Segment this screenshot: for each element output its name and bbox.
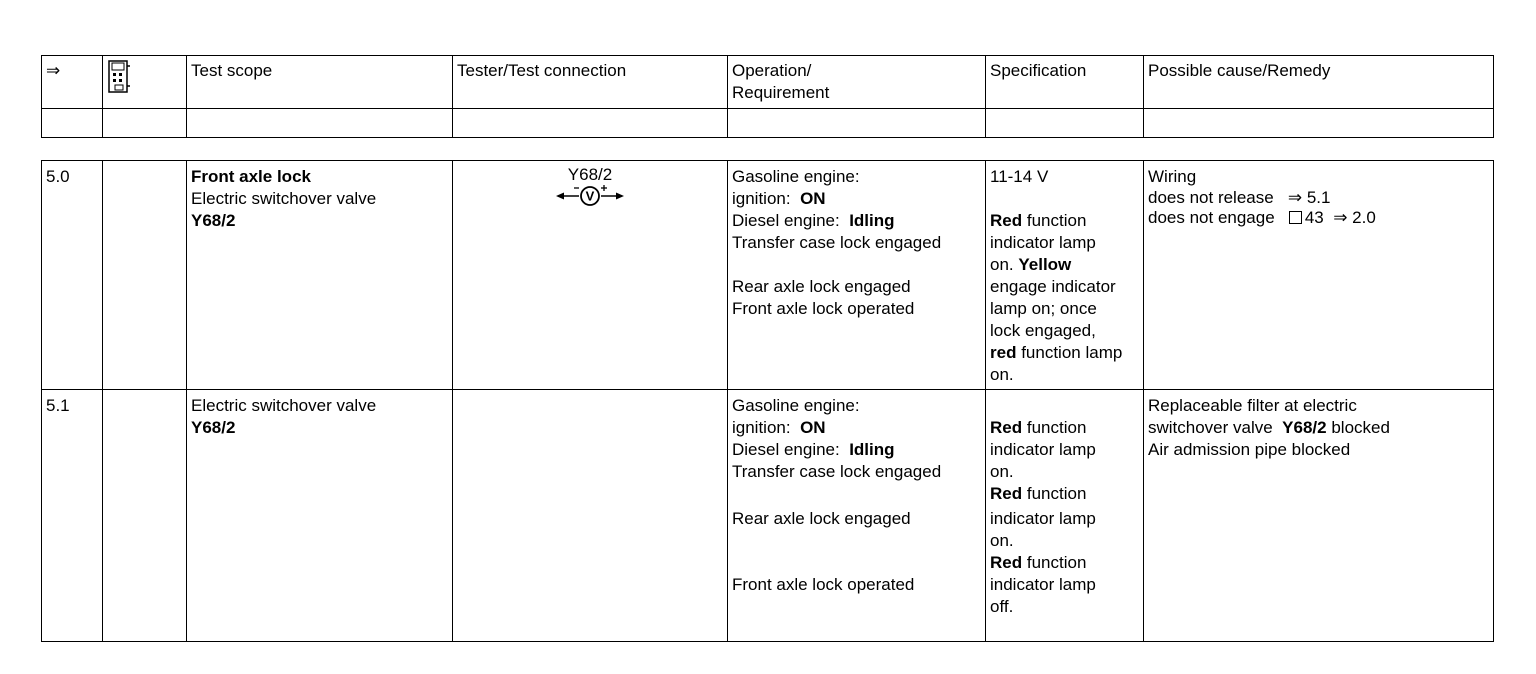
cause-line: does not engage (1148, 208, 1275, 227)
spec-text: off. (990, 597, 1014, 616)
header-empty-cell (103, 109, 187, 138)
test-steps-table (41, 160, 1494, 642)
empty-cell (103, 161, 187, 390)
tester-cell (453, 161, 728, 390)
cause-line: Air admission pipe blocked (1148, 440, 1351, 459)
header-table (41, 55, 1494, 138)
operation-line: ignition: (732, 189, 791, 208)
cross-reference-link[interactable]: ⇒ 2.0 (1333, 208, 1376, 227)
operation-value: Idling (849, 440, 895, 459)
operation-line: Diesel engine: (732, 211, 840, 230)
component-code: Y68/2 (191, 418, 236, 437)
operation-value: ON (800, 189, 826, 208)
tester-cell (453, 390, 728, 642)
table-row (42, 390, 1494, 642)
spec-color: Red (990, 211, 1023, 230)
spec-text: engage indicator (990, 277, 1116, 296)
header-arrow: ⇒ (42, 56, 103, 109)
spec-text: function lamp (1021, 343, 1123, 362)
operation-cell (728, 161, 986, 390)
cross-reference-link[interactable]: ⇒ 5.1 (1287, 188, 1331, 207)
scope-title: Front axle lock (191, 167, 311, 186)
spec-color: Red (990, 553, 1023, 572)
operation-line: Gasoline engine: (732, 167, 860, 186)
spec-text: indicator lamp (990, 575, 1096, 594)
operation-line: Transfer case lock engaged (732, 462, 942, 481)
tester-label: Y68/2 (567, 165, 613, 184)
operation-line: Rear axle lock engaged (732, 277, 911, 296)
header-empty-cell (187, 109, 453, 138)
step-number: 5.1 (42, 390, 103, 642)
header-empty-cell (453, 109, 728, 138)
operation-cell (728, 390, 986, 642)
header-tester-icon-cell (103, 56, 187, 109)
operation-value: ON (800, 418, 826, 437)
header-operation (728, 56, 986, 109)
spec-color: Red (990, 484, 1023, 503)
operation-line: Front axle lock operated (732, 299, 915, 318)
cause-cell (1144, 161, 1494, 390)
spec-text: function (1026, 211, 1087, 230)
cause-line: does not release (1148, 188, 1274, 207)
scope-line: Electric switchover valve (191, 189, 377, 208)
operation-line: Rear axle lock engaged (732, 509, 911, 528)
operation-line: Diesel engine: (732, 440, 840, 459)
cause-cell (1144, 390, 1494, 642)
header-empty-cell (1144, 109, 1494, 138)
spec-color: Red (990, 418, 1023, 437)
spec-text: function (1026, 553, 1087, 572)
operation-line: Front axle lock operated (732, 575, 915, 594)
step-number: 5.0 (42, 161, 103, 390)
header-cause: Possible cause/Remedy (1144, 56, 1494, 109)
component-code: Y68/2 (1282, 418, 1327, 437)
spec-text: indicator lamp (990, 233, 1096, 252)
scope-line: Electric switchover valve (191, 396, 377, 415)
cause-line: Replaceable filter at electric (1148, 396, 1357, 415)
document-reference-icon (1289, 211, 1302, 224)
spec-color: Yellow (1018, 255, 1072, 274)
operation-value: Idling (849, 211, 895, 230)
spec-text: on. (990, 365, 1014, 384)
spec-text: on. (990, 531, 1014, 550)
cause-line: Wiring (1148, 167, 1197, 186)
spec-text: lamp on; once (990, 299, 1097, 318)
voltmeter-symbol-icon (554, 184, 626, 206)
document-reference-number[interactable]: 43 (1304, 208, 1324, 227)
cause-line: switchover valve (1148, 418, 1273, 437)
operation-line: ignition: (732, 418, 791, 437)
operation-line: Gasoline engine: (732, 396, 860, 415)
tester-device-icon (107, 60, 131, 94)
header-tester: Tester/Test connection (453, 56, 728, 109)
test-scope-cell (187, 161, 453, 390)
header-operation-line1: Operation/ (732, 61, 812, 80)
header-empty-cell (986, 109, 1144, 138)
spec-text: indicator lamp (990, 509, 1096, 528)
empty-cell (103, 390, 187, 642)
header-test-scope: Test scope (187, 56, 453, 109)
cause-line: blocked (1331, 418, 1390, 437)
spec-text: on. (990, 462, 1014, 481)
operation-line: Transfer case lock engaged (732, 233, 942, 252)
header-empty-cell (42, 109, 103, 138)
svg-text:V: V (585, 188, 595, 204)
spec-text: indicator lamp (990, 440, 1096, 459)
spec-text: function (1026, 484, 1087, 503)
spec-color: red (990, 343, 1017, 362)
spec-text: on. (990, 255, 1014, 274)
table-row (42, 161, 1494, 390)
header-specification: Specification (986, 56, 1144, 109)
spec-voltage: 11-14 V (990, 167, 1049, 186)
spec-text: lock engaged, (990, 321, 1096, 340)
specification-cell (986, 161, 1144, 390)
header-operation-line2: Requirement (732, 83, 830, 102)
test-scope-cell (187, 390, 453, 642)
component-code: Y68/2 (191, 211, 236, 230)
header-empty-cell (728, 109, 986, 138)
specification-cell (986, 390, 1144, 642)
spec-text: function (1026, 418, 1087, 437)
